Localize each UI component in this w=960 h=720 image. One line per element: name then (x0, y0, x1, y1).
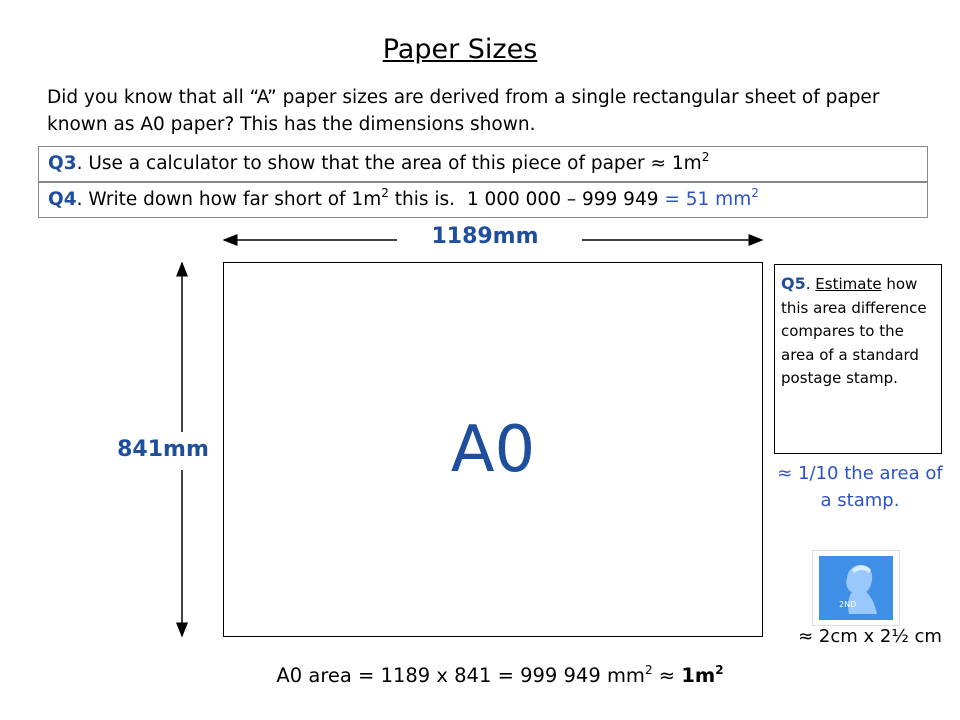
q5-dot: . (805, 275, 811, 293)
postage-stamp-image (813, 551, 899, 625)
area-result-exponent: 2 (715, 663, 724, 677)
q5-answer: ≈ 1/10 the area of a stamp. (777, 463, 943, 511)
q3-exponent: 2 (701, 150, 710, 164)
q5-text: how this area difference compares to the area of a standard postage stamp. (781, 275, 927, 387)
intro-text: Did you know that all “A” paper sizes are derived from a single rectangular sheet of paper known as A0 paper? This has the dimensions shown. (47, 87, 880, 135)
queen-head-icon (819, 556, 893, 620)
page-title: Paper Sizes (382, 34, 538, 65)
area-exponent: 2 (644, 663, 653, 677)
stamp-value: 2ND (839, 600, 857, 609)
height-label: 841mm (117, 437, 209, 462)
q4-calculation: 1 000 000 – 999 949 (466, 189, 659, 210)
q4-text-2: this is. (388, 189, 456, 210)
stamp-size: ≈ 2cm x 2½ cm (798, 626, 942, 647)
area-result: 1m (681, 664, 716, 687)
a0-label: A0 (450, 412, 536, 487)
area-approx: ≈ (652, 664, 682, 687)
q3-number: Q3 (48, 153, 77, 174)
area-calculation (150, 664, 850, 687)
q4-answer: = 51 mm (658, 189, 752, 210)
area-text: A0 area = 1189 x 841 = 999 949 mm (276, 664, 645, 687)
stamp-face (819, 556, 893, 620)
q4-exponent: 2 (381, 186, 389, 200)
question-5-box (774, 264, 942, 454)
q5-estimate: Estimate (815, 275, 882, 293)
q5-number: Q5 (781, 274, 806, 293)
q4-number: Q4 (48, 189, 77, 210)
q4-answer-exponent: 2 (751, 186, 759, 200)
q3-text: . Use a calculator to show that the area of this piece of paper ≈ 1m (76, 153, 702, 174)
width-label: 1189mm (431, 224, 539, 249)
q4-text: . Write down how far short of 1m (76, 189, 382, 210)
